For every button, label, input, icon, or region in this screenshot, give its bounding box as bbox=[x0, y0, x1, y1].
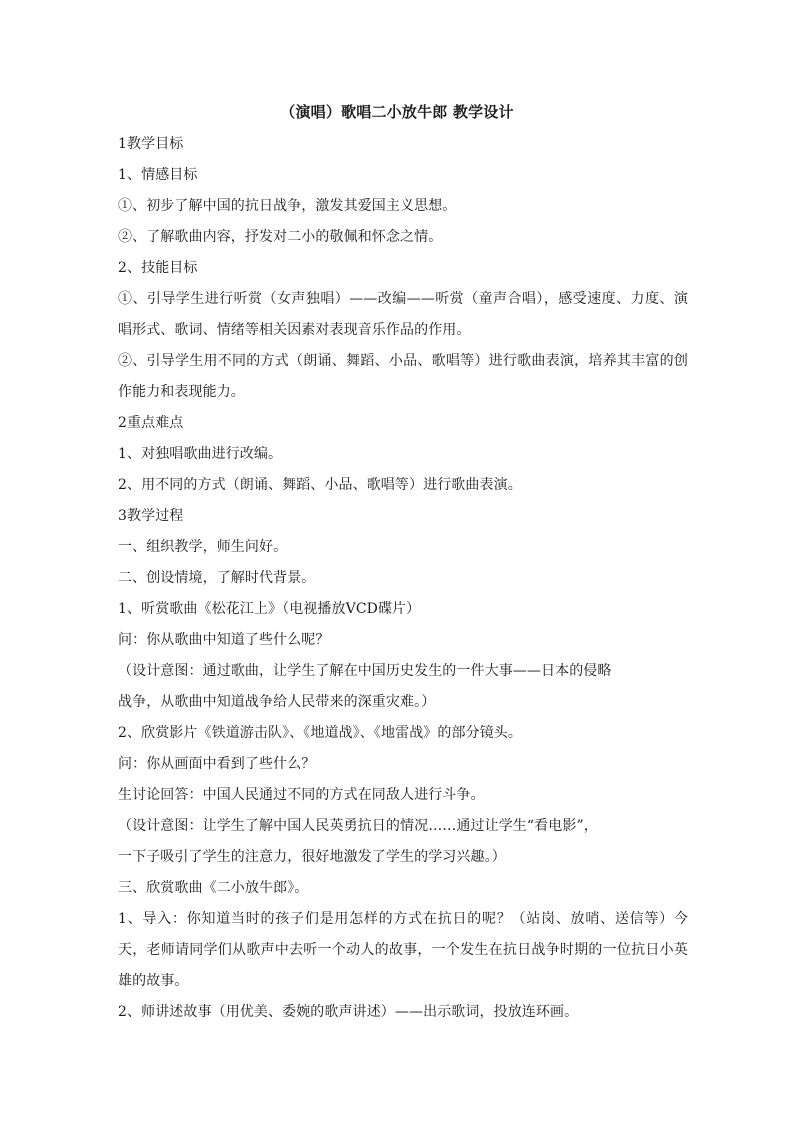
paragraph: 1、对独唱歌曲进行改编。 bbox=[118, 446, 283, 462]
paragraph: 2、欣赏影片《铁道游击队》、《地道战》、《地雷战》的部分镜头。 bbox=[118, 725, 523, 741]
subsection-heading-skills: 2、技能目标 bbox=[118, 260, 198, 276]
document-title: （演唱）歌唱二小放牛郎 教学设计 bbox=[280, 103, 514, 121]
subsection-heading-emotional: 1、情感目标 bbox=[118, 167, 198, 183]
section-heading-process: 3教学过程 bbox=[118, 508, 184, 524]
paragraph: （设计意图：通过歌曲，让学生了解在中国历史发生的一件大事——日本的侵略 bbox=[118, 663, 612, 679]
paragraph: 一下子吸引了学生的注意力，很好地激发了学生的学习兴趣。） bbox=[118, 849, 506, 865]
paragraph: ②、了解歌曲内容，抒发对二小的敬佩和怀念之情。 bbox=[118, 229, 443, 245]
paragraph: 2、用不同的方式（朗诵、舞蹈、小品、歌唱等）进行歌曲表演。 bbox=[118, 477, 522, 493]
paragraph: ①、引导学生进行听赏（女声独唱）——改编——听赏（童声合唱），感受速度、力度、演唱形式、歌词、情绪等相关因素对表现音乐作品的作用。 bbox=[118, 291, 688, 338]
paragraph: 1、导入：你知道当时的孩子们是用怎样的方式在抗日的呢？（站岗、放哨、送信等）今天，老师请同学们从歌声中去听一个动人的故事，一个发生在抗日战争时期的一位抗日小英雄的故事。 bbox=[118, 911, 688, 989]
paragraph: （设计意图：让学生了解中国人民英勇抗日的情况……通过让学生“看电影”， bbox=[118, 818, 598, 834]
document-body bbox=[118, 129, 688, 1028]
paragraph: 2、师讲述故事（用优美、委婉的歌声讲述）——出示歌词，投放连环画。 bbox=[118, 1004, 579, 1020]
paragraph: 三、欣赏歌曲《二小放牛郎》。 bbox=[118, 880, 309, 896]
paragraph: 问：你从画面中看到了些什么？ bbox=[118, 756, 316, 772]
section-heading-key-points: 2重点难点 bbox=[118, 415, 184, 431]
paragraph: 二、创设情境，了解时代背景。 bbox=[118, 570, 316, 586]
section-heading-objectives: 1教学目标 bbox=[118, 136, 184, 152]
paragraph: ①、初步了解中国的抗日战争，激发其爱国主义思想。 bbox=[118, 198, 457, 214]
paragraph: 一、组织教学，师生问好。 bbox=[118, 539, 288, 555]
paragraph: 战争，从歌曲中知道战争给人民带来的深重灾难。） bbox=[118, 694, 436, 710]
paragraph: 问：你从歌曲中知道了些什么呢？ bbox=[118, 632, 330, 648]
paragraph: 1、听赏歌曲《松花江上》（电视播放VCD碟片） bbox=[118, 601, 421, 617]
paragraph: ②、引导学生用不同的方式（朗诵、舞蹈、小品、歌唱等）进行歌曲表演，培养其丰富的创作能力和表现能力。 bbox=[118, 353, 688, 400]
paragraph: 生讨论回答：中国人民通过不同的方式在同敌人进行斗争。 bbox=[118, 787, 485, 803]
